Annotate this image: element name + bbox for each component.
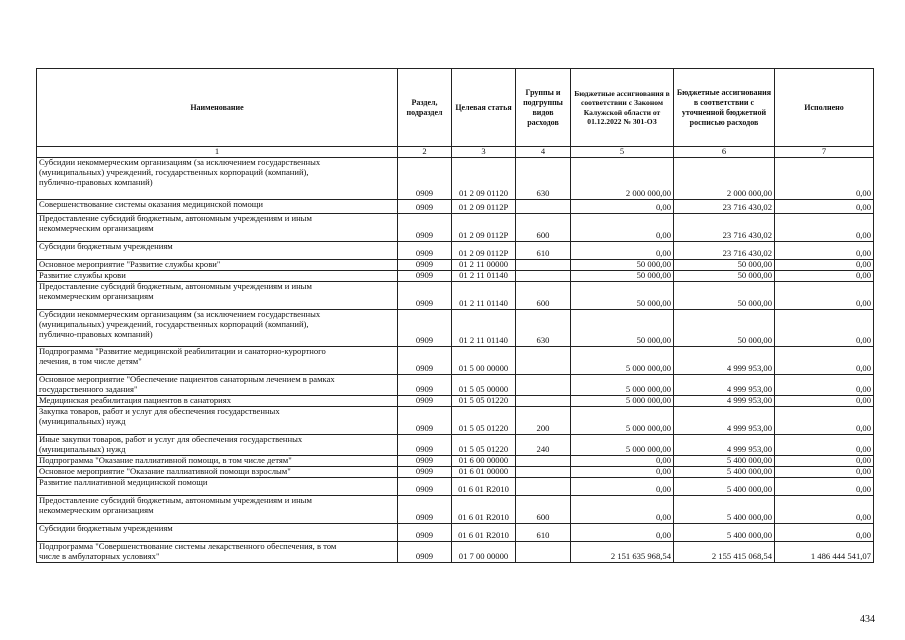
cell-executed: 0,00 bbox=[775, 477, 874, 495]
cell-group: 610 bbox=[516, 523, 571, 541]
cell-name: Предоставление субсидий бюджетным, автономным учреждениям и иным некоммерческим организациям bbox=[37, 281, 398, 309]
cell-roster-allocation: 50 000,00 bbox=[674, 281, 775, 309]
cell-executed: 0,00 bbox=[775, 455, 874, 466]
cell-name: Субсидии бюджетным учреждениям bbox=[37, 241, 398, 259]
cell-executed: 1 486 444 541,07 bbox=[775, 541, 874, 562]
cell-roster-allocation: 23 716 430,02 bbox=[674, 213, 775, 241]
cell-group: 600 bbox=[516, 281, 571, 309]
cell-executed: 0,00 bbox=[775, 309, 874, 346]
cell-executed: 0,00 bbox=[775, 523, 874, 541]
cell-section: 0909 bbox=[398, 259, 452, 270]
cell-section: 0909 bbox=[398, 309, 452, 346]
cell-name: Совершенствование системы оказания медицинской помощи bbox=[37, 199, 398, 213]
table-row bbox=[37, 477, 874, 495]
cell-name: Закупка товаров, работ и услуг для обеспечения государственных (муниципальных) нужд bbox=[37, 406, 398, 434]
header-section: Раздел, подраздел bbox=[398, 69, 452, 147]
table-row bbox=[37, 395, 874, 406]
page-number: 434 bbox=[860, 614, 875, 625]
cell-section: 0909 bbox=[398, 213, 452, 241]
column-number: 7 bbox=[775, 147, 874, 158]
cell-group bbox=[516, 374, 571, 395]
cell-law-allocation: 0,00 bbox=[571, 199, 674, 213]
cell-article: 01 2 09 0112Р bbox=[452, 213, 516, 241]
cell-executed: 0,00 bbox=[775, 395, 874, 406]
table-row bbox=[37, 281, 874, 309]
cell-roster-allocation: 23 716 430,02 bbox=[674, 241, 775, 259]
cell-roster-allocation: 50 000,00 bbox=[674, 270, 775, 281]
cell-group bbox=[516, 541, 571, 562]
header-row bbox=[37, 69, 874, 147]
cell-article: 01 2 11 01140 bbox=[452, 309, 516, 346]
column-number-row bbox=[37, 147, 874, 158]
cell-name: Предоставление субсидий бюджетным, автономным учреждениям и иным некоммерческим организациям bbox=[37, 213, 398, 241]
cell-group: 240 bbox=[516, 434, 571, 455]
cell-section: 0909 bbox=[398, 270, 452, 281]
header-group: Группы и подгруппы видов расходов bbox=[516, 69, 571, 147]
cell-roster-allocation: 5 400 000,00 bbox=[674, 523, 775, 541]
cell-article: 01 5 00 00000 bbox=[452, 346, 516, 374]
budget-table-container bbox=[36, 68, 874, 563]
cell-executed: 0,00 bbox=[775, 346, 874, 374]
cell-law-allocation: 5 000 000,00 bbox=[571, 406, 674, 434]
cell-article: 01 5 05 01220 bbox=[452, 395, 516, 406]
cell-roster-allocation: 5 400 000,00 bbox=[674, 495, 775, 523]
cell-law-allocation: 0,00 bbox=[571, 523, 674, 541]
cell-article: 01 2 09 0112Р bbox=[452, 199, 516, 213]
cell-law-allocation: 5 000 000,00 bbox=[571, 395, 674, 406]
cell-law-allocation: 0,00 bbox=[571, 477, 674, 495]
cell-group: 200 bbox=[516, 406, 571, 434]
cell-group bbox=[516, 199, 571, 213]
cell-executed: 0,00 bbox=[775, 466, 874, 477]
cell-name: Субсидии некоммерческим организациям (за исключением государственных (муниципальных) учреждений, государственных корпораций (компаний), публично-правовых компаний) bbox=[37, 157, 398, 199]
cell-section: 0909 bbox=[398, 395, 452, 406]
cell-roster-allocation: 2 000 000,00 bbox=[674, 157, 775, 199]
cell-law-allocation: 2 000 000,00 bbox=[571, 157, 674, 199]
header-law-allocation: Бюджетные ассигнования в соответствии с Законом Калужской области от 01.12.2022 № 301-ОЗ bbox=[571, 69, 674, 147]
cell-law-allocation: 0,00 bbox=[571, 466, 674, 477]
table-row bbox=[37, 523, 874, 541]
table-row bbox=[37, 541, 874, 562]
header-roster-allocation: Бюджетные ассигнования в соответствии с уточненной бюджетной росписью расходов bbox=[674, 69, 775, 147]
cell-roster-allocation: 4 999 953,00 bbox=[674, 374, 775, 395]
column-number: 5 bbox=[571, 147, 674, 158]
cell-law-allocation: 5 000 000,00 bbox=[571, 346, 674, 374]
cell-group: 600 bbox=[516, 495, 571, 523]
table-row bbox=[37, 495, 874, 523]
cell-executed: 0,00 bbox=[775, 213, 874, 241]
cell-section: 0909 bbox=[398, 477, 452, 495]
cell-section: 0909 bbox=[398, 241, 452, 259]
cell-article: 01 2 11 01140 bbox=[452, 281, 516, 309]
cell-roster-allocation: 23 716 430,02 bbox=[674, 199, 775, 213]
cell-name: Подпрограмма "Развитие медицинской реабилитации и санаторно-курортного лечения, в том числе детям" bbox=[37, 346, 398, 374]
cell-name: Субсидии некоммерческим организациям (за исключением государственных (муниципальных) учреждений, государственных корпораций (компаний), публично-правовых компаний) bbox=[37, 309, 398, 346]
cell-article: 01 6 01 R2010 bbox=[452, 495, 516, 523]
cell-law-allocation: 0,00 bbox=[571, 213, 674, 241]
cell-article: 01 6 01 R2010 bbox=[452, 477, 516, 495]
table-row bbox=[37, 309, 874, 346]
cell-name: Подпрограмма "Оказание паллиативной помощи, в том числе детям" bbox=[37, 455, 398, 466]
header-executed: Исполнено bbox=[775, 69, 874, 147]
cell-law-allocation: 50 000,00 bbox=[571, 259, 674, 270]
cell-group bbox=[516, 466, 571, 477]
cell-article: 01 6 01 00000 bbox=[452, 466, 516, 477]
cell-article: 01 5 05 01220 bbox=[452, 406, 516, 434]
cell-section: 0909 bbox=[398, 434, 452, 455]
table-row bbox=[37, 455, 874, 466]
cell-executed: 0,00 bbox=[775, 406, 874, 434]
table-row bbox=[37, 270, 874, 281]
cell-name: Основное мероприятие "Оказание паллиативной помощи взрослым" bbox=[37, 466, 398, 477]
cell-law-allocation: 5 000 000,00 bbox=[571, 434, 674, 455]
cell-group bbox=[516, 346, 571, 374]
cell-roster-allocation: 50 000,00 bbox=[674, 259, 775, 270]
cell-group bbox=[516, 455, 571, 466]
cell-name: Подпрограмма "Совершенствование системы лекарственного обеспечения, в том числе в амбулаторных условиях" bbox=[37, 541, 398, 562]
cell-executed: 0,00 bbox=[775, 270, 874, 281]
cell-section: 0909 bbox=[398, 406, 452, 434]
cell-group bbox=[516, 259, 571, 270]
column-number: 2 bbox=[398, 147, 452, 158]
cell-roster-allocation: 4 999 953,00 bbox=[674, 346, 775, 374]
table-row bbox=[37, 406, 874, 434]
header-article: Целевая статья bbox=[452, 69, 516, 147]
cell-law-allocation: 50 000,00 bbox=[571, 281, 674, 309]
cell-name: Развитие паллиативной медицинской помощи bbox=[37, 477, 398, 495]
cell-article: 01 5 05 01220 bbox=[452, 434, 516, 455]
cell-group bbox=[516, 395, 571, 406]
cell-executed: 0,00 bbox=[775, 157, 874, 199]
cell-roster-allocation: 5 400 000,00 bbox=[674, 466, 775, 477]
column-number: 6 bbox=[674, 147, 775, 158]
budget-table bbox=[36, 68, 874, 563]
cell-article: 01 7 00 00000 bbox=[452, 541, 516, 562]
cell-group: 610 bbox=[516, 241, 571, 259]
cell-section: 0909 bbox=[398, 374, 452, 395]
table-row bbox=[37, 346, 874, 374]
cell-section: 0909 bbox=[398, 157, 452, 199]
cell-roster-allocation: 5 400 000,00 bbox=[674, 455, 775, 466]
cell-roster-allocation: 50 000,00 bbox=[674, 309, 775, 346]
cell-section: 0909 bbox=[398, 541, 452, 562]
table-row bbox=[37, 199, 874, 213]
cell-law-allocation: 5 000 000,00 bbox=[571, 374, 674, 395]
cell-section: 0909 bbox=[398, 495, 452, 523]
cell-group: 630 bbox=[516, 157, 571, 199]
cell-executed: 0,00 bbox=[775, 495, 874, 523]
cell-law-allocation: 0,00 bbox=[571, 455, 674, 466]
cell-article: 01 6 01 R2010 bbox=[452, 523, 516, 541]
cell-roster-allocation: 4 999 953,00 bbox=[674, 434, 775, 455]
cell-executed: 0,00 bbox=[775, 434, 874, 455]
cell-group bbox=[516, 270, 571, 281]
cell-article: 01 6 00 00000 bbox=[452, 455, 516, 466]
cell-name: Предоставление субсидий бюджетным, автономным учреждениям и иным некоммерческим организациям bbox=[37, 495, 398, 523]
cell-article: 01 2 11 00000 bbox=[452, 259, 516, 270]
cell-article: 01 5 05 00000 bbox=[452, 374, 516, 395]
cell-name: Иные закупки товаров, работ и услуг для обеспечения государственных (муниципальных) нужд bbox=[37, 434, 398, 455]
cell-law-allocation: 0,00 bbox=[571, 495, 674, 523]
cell-executed: 0,00 bbox=[775, 281, 874, 309]
cell-roster-allocation: 4 999 953,00 bbox=[674, 406, 775, 434]
column-number: 1 bbox=[37, 147, 398, 158]
cell-section: 0909 bbox=[398, 199, 452, 213]
cell-law-allocation: 0,00 bbox=[571, 241, 674, 259]
cell-group: 600 bbox=[516, 213, 571, 241]
cell-group: 630 bbox=[516, 309, 571, 346]
cell-article: 01 2 09 0112Р bbox=[452, 241, 516, 259]
cell-executed: 0,00 bbox=[775, 259, 874, 270]
column-number: 3 bbox=[452, 147, 516, 158]
cell-name: Основное мероприятие "Обеспечение пациентов санаторным лечением в рамках государственного задания" bbox=[37, 374, 398, 395]
cell-name: Медицинская реабилитация пациентов в санаториях bbox=[37, 395, 398, 406]
cell-name: Развитие службы крови bbox=[37, 270, 398, 281]
column-number: 4 bbox=[516, 147, 571, 158]
cell-roster-allocation: 2 155 415 068,54 bbox=[674, 541, 775, 562]
cell-section: 0909 bbox=[398, 281, 452, 309]
cell-section: 0909 bbox=[398, 523, 452, 541]
cell-roster-allocation: 4 999 953,00 bbox=[674, 395, 775, 406]
cell-group bbox=[516, 477, 571, 495]
table-row bbox=[37, 157, 874, 199]
cell-roster-allocation: 5 400 000,00 bbox=[674, 477, 775, 495]
cell-article: 01 2 11 01140 bbox=[452, 270, 516, 281]
table-row bbox=[37, 434, 874, 455]
cell-section: 0909 bbox=[398, 346, 452, 374]
cell-executed: 0,00 bbox=[775, 374, 874, 395]
header-name: Наименование bbox=[37, 69, 398, 147]
cell-law-allocation: 2 151 635 968,54 bbox=[571, 541, 674, 562]
table-row bbox=[37, 466, 874, 477]
cell-section: 0909 bbox=[398, 455, 452, 466]
cell-law-allocation: 50 000,00 bbox=[571, 309, 674, 346]
cell-executed: 0,00 bbox=[775, 199, 874, 213]
table-row bbox=[37, 241, 874, 259]
cell-article: 01 2 09 01120 bbox=[452, 157, 516, 199]
table-row bbox=[37, 374, 874, 395]
cell-executed: 0,00 bbox=[775, 241, 874, 259]
cell-name: Основное мероприятие "Развитие службы крови" bbox=[37, 259, 398, 270]
table-row bbox=[37, 213, 874, 241]
table-row bbox=[37, 259, 874, 270]
cell-name: Субсидии бюджетным учреждениям bbox=[37, 523, 398, 541]
cell-law-allocation: 50 000,00 bbox=[571, 270, 674, 281]
cell-section: 0909 bbox=[398, 466, 452, 477]
